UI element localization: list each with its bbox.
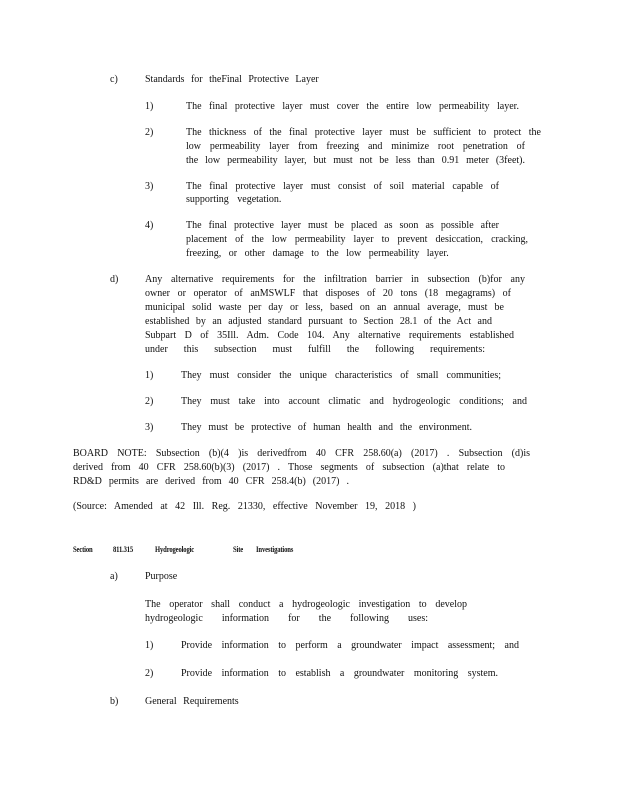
subsection-c-label: c) — [110, 74, 118, 85]
item-c2-line-2: low permeability layer from freezing and minimize root penetration of — [186, 141, 525, 152]
item-c3-number: 3) — [145, 181, 154, 192]
item-c4-line-2: placement of the low permeability layer to prevent desiccation, cracking, — [186, 234, 528, 245]
item-d1-text: They must consider the unique characteristics of small communities; — [181, 370, 501, 381]
item-d2-text: They must take into account climatic and hydrogeologic conditions; and — [181, 396, 527, 407]
item-a2-text: Provide information to establish a groundwater monitoring system. — [181, 668, 498, 679]
item-d1-number: 1) — [145, 370, 154, 381]
board-note-line-2: derived from 40 CFR 258.60(b)(3) (2017) . Those segments of subsection (a)that relate to — [73, 462, 505, 473]
board-note-line-3: RD&D permits are derived from 40 CFR 258.4(b) (2017) . — [73, 476, 349, 487]
item-a2-number: 2) — [145, 668, 154, 679]
subsection-b-title: General Requirements — [145, 696, 239, 707]
section-number: 811.315 — [113, 544, 134, 554]
item-d2-number: 2) — [145, 396, 154, 407]
item-c3-line-1: The final protective layer must consist of soil material capable of — [186, 181, 499, 192]
item-d3-text: They must be protective of human health and the environment. — [181, 422, 472, 433]
subsection-a-line-2: hydrogeologic information for the following uses: — [145, 613, 428, 624]
subsection-a-line-1: The operator shall conduct a hydrogeologic investigation to develop — [145, 599, 467, 610]
section-word: Section — [73, 544, 93, 554]
item-c4-line-1: The final protective layer must be placed as soon as possible after — [186, 220, 499, 231]
subsection-d-line-4: established by an adjusted standard pursuant to Section 28.1 of the Act and — [145, 316, 492, 327]
item-a1-number: 1) — [145, 640, 154, 651]
item-d3-number: 3) — [145, 422, 154, 433]
subsection-b-label: b) — [110, 696, 119, 707]
subsection-d-label: d) — [110, 274, 119, 285]
item-c1-number: 1) — [145, 101, 154, 112]
subsection-d-line-2: owner or operator of anMSWLF that disposes of 20 tons (18 megagrams) of — [145, 288, 511, 299]
section-title-word-3: Investigations — [256, 544, 294, 554]
section-title-word-2: Site — [233, 544, 244, 554]
subsection-c-title: Standards for theFinal Protective Layer — [145, 74, 319, 85]
source-note: (Source: Amended at 42 Ill. Reg. 21330, effective November 19, 2018 ) — [73, 501, 416, 512]
item-c4-line-3: freezing, or other damage to the low permeability layer. — [186, 248, 449, 259]
subsection-d-line-3: municipal solid waste per day or less, based on an annual average, must be — [145, 302, 504, 313]
item-c2-number: 2) — [145, 127, 154, 138]
subsection-a-label: a) — [110, 571, 118, 582]
subsection-d-line-6: under this subsection must fulfill the following requirements: — [145, 344, 485, 355]
subsection-d-line-1: Any alternative requirements for the infiltration barrier in subsection (b)for any — [145, 274, 525, 285]
section-title-word-1: Hydrogeologic — [155, 544, 195, 554]
item-c2-line-1: The thickness of the final protective layer must be sufficient to protect the — [186, 127, 541, 138]
subsection-d-line-5: Subpart D of 35Ill. Adm. Code 104. Any alternative requirements established — [145, 330, 514, 341]
item-c2-line-3: the low permeability layer, but must not be less than 0.91 meter (3feet). — [186, 155, 525, 166]
item-c4-number: 4) — [145, 220, 154, 231]
board-note-line-1: BOARD NOTE: Subsection (b)(4 )is derivedfrom 40 CFR 258.60(a) (2017) . Subsection (d)is — [73, 448, 530, 459]
item-c3-line-2: supporting vegetation. — [186, 194, 282, 205]
item-c1-text: The final protective layer must cover the entire low permeability layer. — [186, 101, 519, 112]
subsection-a-title: Purpose — [145, 571, 178, 582]
item-a1-text: Provide information to perform a groundwater impact assessment; and — [181, 640, 519, 651]
